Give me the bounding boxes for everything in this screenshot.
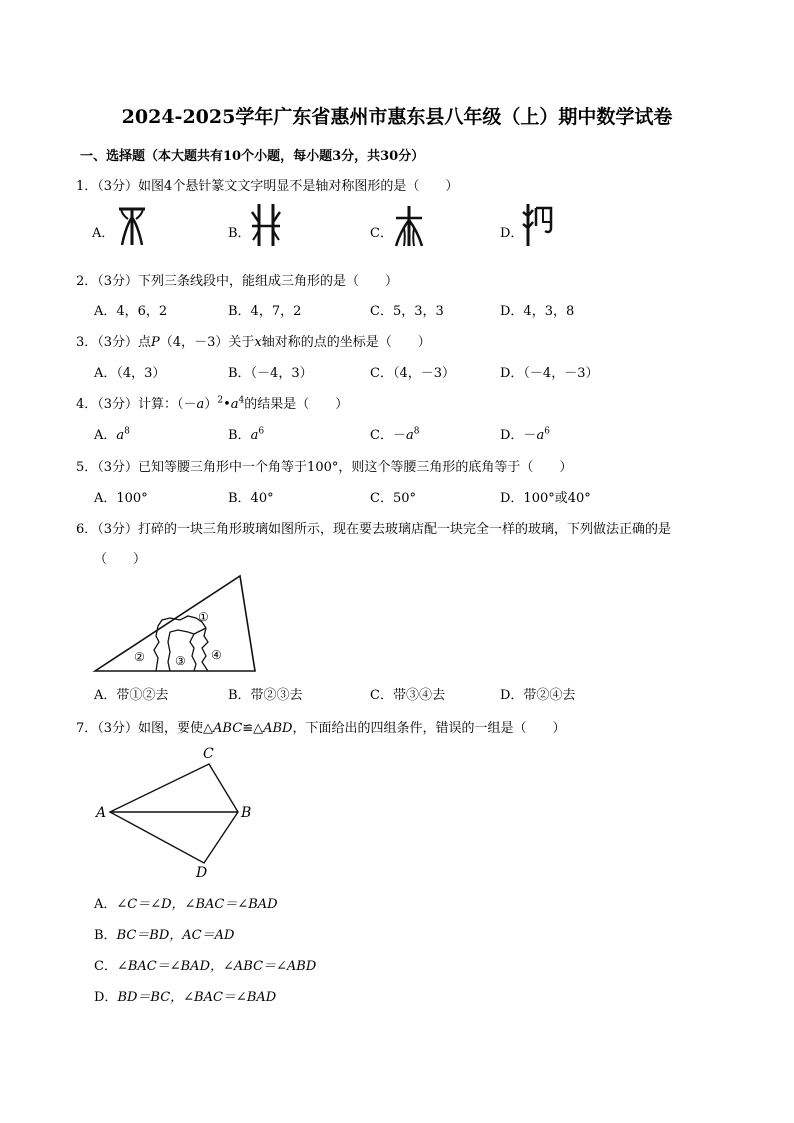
q5-option-b: B．40° bbox=[228, 491, 274, 506]
q5-option-d: D．100°或40° bbox=[500, 491, 591, 506]
seal-char-c-icon bbox=[392, 204, 426, 248]
vertex-label-b: B bbox=[241, 805, 252, 821]
glass-label-1: ① bbox=[198, 610, 209, 624]
q3-option-b: B．（－4，3） bbox=[228, 366, 313, 381]
question-1-stem: 1．（3分）如图4个悬针篆文文字明显不是轴对称图形的是（ ） bbox=[76, 179, 459, 194]
q5-option-a: A．100° bbox=[94, 491, 148, 506]
question-3-stem: 3．（3分）点P（4，－3）关于x轴对称的点的坐标是（ ） bbox=[76, 335, 431, 350]
quadrilateral-figure bbox=[92, 742, 262, 882]
question-7-stem: 7．（3分）如图，要使△ABC≌△ABD，下面给出的四组条件，错误的一组是（ ） bbox=[76, 721, 566, 736]
q7-option-b: B．BC＝BD，AC＝AD bbox=[94, 928, 235, 943]
question-2-stem: 2．（3分）下列三条线段中，能组成三角形的是（ ） bbox=[76, 274, 399, 289]
seal-char-d-icon bbox=[521, 202, 555, 248]
q1-option-a-label: A． bbox=[92, 226, 115, 241]
vertex-label-a: A bbox=[96, 805, 107, 821]
broken-glass-figure bbox=[90, 572, 260, 676]
q6-option-a: A．带①②去 bbox=[94, 688, 169, 703]
vertex-label-d: D bbox=[196, 865, 208, 881]
q2-option-b: B．4，7，2 bbox=[228, 304, 302, 319]
q4-option-d: D．$-a^6$ bbox=[500, 426, 550, 443]
seal-char-b-icon bbox=[249, 202, 283, 248]
q2-option-c: C．5，3，3 bbox=[370, 304, 444, 319]
q7-option-c: C．∠BAC＝∠BAD，∠ABC＝∠ABD bbox=[94, 959, 317, 974]
glass-label-2: ② bbox=[134, 650, 145, 664]
question-6-paren: （ ） bbox=[94, 552, 147, 567]
question-4-stem: 4．（3分）计算：$(-a)^2•a^4$的结果是（ ） bbox=[76, 395, 349, 412]
q3-option-c: C．（4，－3） bbox=[370, 366, 455, 381]
q1-option-b-label: B． bbox=[228, 226, 251, 241]
question-6-stem: 6．（3分）打碎的一块三角形玻璃如图所示，现在要去玻璃店配一块完全一样的玻璃，下列做法正确的是 bbox=[76, 522, 672, 537]
question-5-stem: 5．（3分）已知等腰三角形中一个角等于100°，则这个等腰三角形的底角等于（ ） bbox=[76, 460, 573, 475]
q5-option-c: C．50° bbox=[370, 491, 416, 506]
q1-option-c-label: C． bbox=[370, 226, 393, 241]
section-heading: 一、选择题（本大题共有10个小题，每小题3分，共30分） bbox=[80, 149, 425, 164]
q2-option-a: A．4，6，2 bbox=[94, 304, 168, 319]
q3-option-d: D．（－4，－3） bbox=[500, 366, 599, 381]
q7-option-a: A．∠C＝∠D，∠BAC＝∠BAD bbox=[94, 897, 278, 912]
q6-option-c: C．带③④去 bbox=[370, 688, 445, 703]
q3-option-a: A．（4，3） bbox=[94, 366, 166, 381]
q6-option-d: D．带②④去 bbox=[500, 688, 576, 703]
q4-option-a: A．$a^8$ bbox=[94, 426, 130, 443]
q4-option-c: C．$-a^8$ bbox=[370, 426, 420, 443]
glass-label-3: ③ bbox=[175, 654, 186, 668]
q6-option-b: B．带②③去 bbox=[228, 688, 303, 703]
seal-char-a-icon bbox=[115, 205, 149, 247]
q7-option-d: D．BD＝BC，∠BAC＝∠BAD bbox=[94, 990, 277, 1005]
q1-option-d-label: D． bbox=[500, 226, 524, 241]
vertex-label-c: C bbox=[203, 746, 214, 762]
q4-option-b: B．$a^6$ bbox=[228, 426, 265, 443]
glass-label-4: ④ bbox=[211, 648, 222, 662]
page-title: 2024-2025学年广东省惠州市惠东县八年级（上）期中数学试卷 bbox=[121, 106, 673, 128]
q2-option-d: D．4，3，8 bbox=[500, 304, 575, 319]
